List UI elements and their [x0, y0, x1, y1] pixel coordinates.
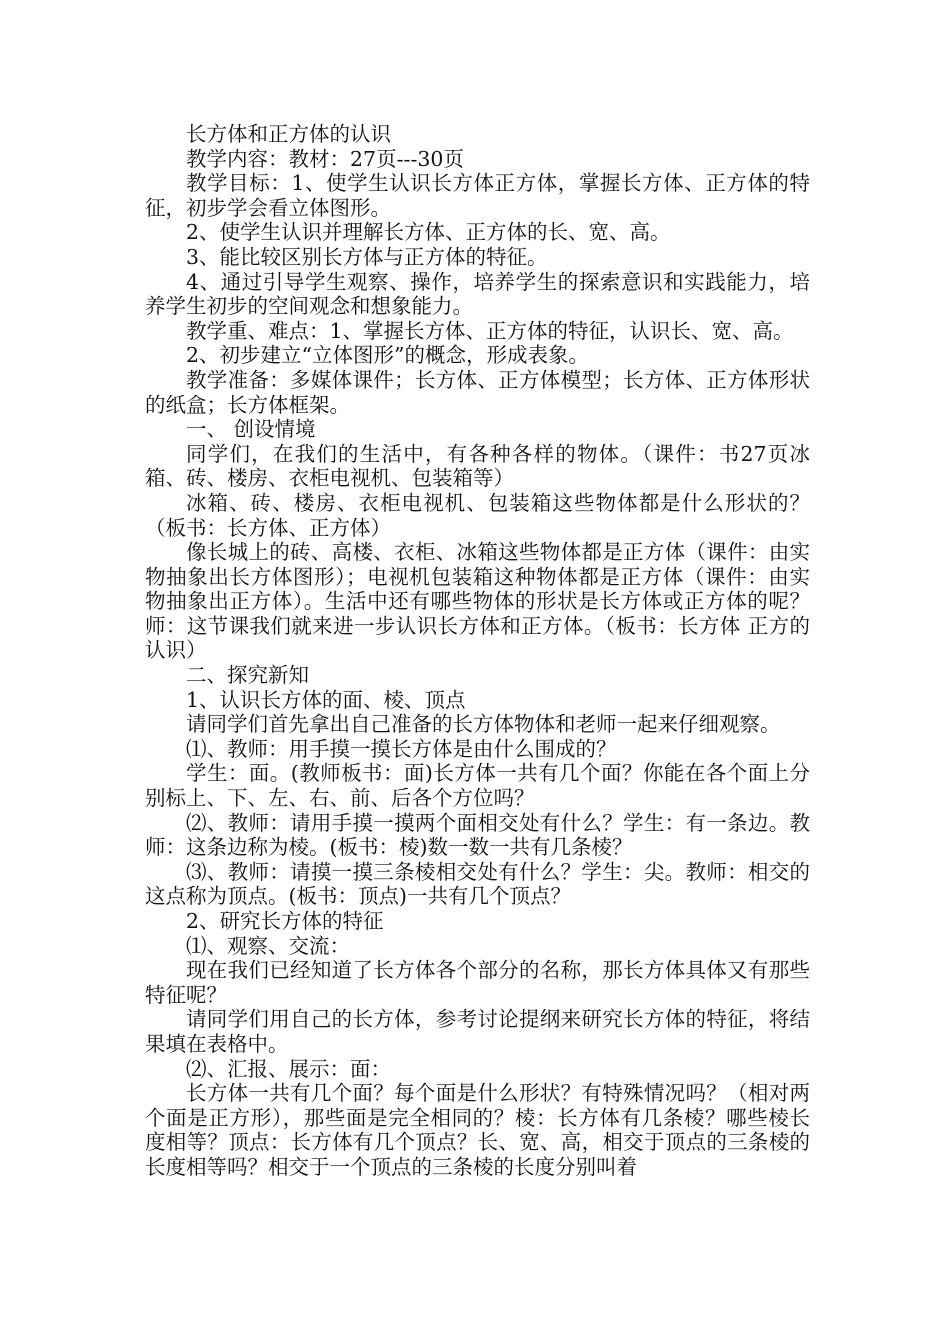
paragraph: ⑵、汇报、展示：面： [186, 1056, 391, 1081]
paragraph: 现在我们已经知道了长方体各个部分的名称，那长方体具体又有那些特征呢？ [145, 958, 810, 1007]
paragraph: 请同学们用自己的长方体，参考讨论提纲来研究长方体的特征，将结果填在表格中。 [145, 1007, 810, 1056]
document-title: 长方体和正方体的认识 [186, 122, 391, 146]
paragraph: 长方体一共有几个面？每个面是什么形状？有特殊情况吗？（相对两个面是正方形），那些面是完全相同的？棱：长方体有几条棱？哪些棱长度相等？顶点：长方体有几个顶点？长、宽、高，相交于顶点的三条棱的长度相等吗？相交于一个顶点的三条棱的长度分别叫着 [145, 1081, 810, 1179]
paragraph: 学生：面。(教师板书：面)长方体一共有几个面？你能在各个面上分别标上、下、左、右、前、后各个方位吗？ [145, 761, 810, 811]
paragraph: 同学们，在我们的生活中，有各种各样的物体。（课件：书27页冰箱、砖、楼房、衣柜电视机、包装箱等） [145, 441, 810, 491]
paragraph: 教学目标：1、使学生认识长方体正方体，掌握长方体、正方体的特征，初步学会看立体图形。 [145, 171, 810, 220]
paragraph: 教学准备：多媒体课件；长方体、正方体模型；长方体、正方体形状的纸盒；长方体框架。 [145, 367, 810, 417]
paragraph: 4、通过引导学生观察、操作，培养学生的探索意识和实践能力，培养学生初步的空间观念和想象能力。 [145, 269, 810, 319]
paragraph: ⑴、观察、交流： [186, 933, 350, 958]
paragraph: ⑵、教师：请用手摸一摸两个面相交处有什么？学生：有一条边。教师：这条边称为棱。(板书：棱)数一数一共有几条棱？ [145, 810, 810, 860]
section-heading: 一、 创设情境 [186, 417, 316, 442]
paragraph: 3、能比较区别长方体与正方体的特征。 [186, 244, 548, 269]
document-body [145, 122, 810, 1180]
subsection-heading: 1、认识长方体的面、棱、顶点 [186, 687, 466, 712]
paragraph: ⑴、教师：用手摸一摸长方体是由什么围成的？ [186, 736, 617, 761]
subsection-heading: 2、研究长方体的特征 [186, 909, 384, 933]
paragraph: 像长城上的砖、高楼、衣柜、冰箱这些物体都是正方体（课件：由实物抽象出长方体图形）；电视机包装箱这种物体都是正方体（课件：由实物抽象出正方体）。生活中还有哪些物体的形状是长方体或正方体的呢？师：这节课我们就来进一步认识长方体和正方体。（板书：长方体 正方的认识） [145, 540, 810, 663]
paragraph: 请同学们首先拿出自己准备的长方体物体和老师一起来仔细观察。 [186, 712, 781, 737]
paragraph: 2、使学生认识并理解长方体、正方体的长、宽、高。 [186, 220, 671, 245]
paragraph: 2、初步建立“立体图形”的概念，形成表象。 [186, 343, 590, 368]
paragraph: ⑶、教师：请摸一摸三条棱相交处有什么？学生：尖。教师：相交的这点称为顶点。(板书：顶点)一共有几个顶点？ [145, 859, 810, 909]
paragraph: 冰箱、砖、楼房、衣柜电视机、包装箱这些物体都是什么形状的？（板书：长方体、正方体） [145, 490, 810, 540]
section-heading: 二、探究新知 [186, 663, 309, 688]
paragraph: 教学重、难点：1、掌握长方体、正方体的特征，认识长、宽、高。 [186, 318, 794, 343]
paragraph: 教学内容：教材：27页---30页 [186, 146, 464, 171]
